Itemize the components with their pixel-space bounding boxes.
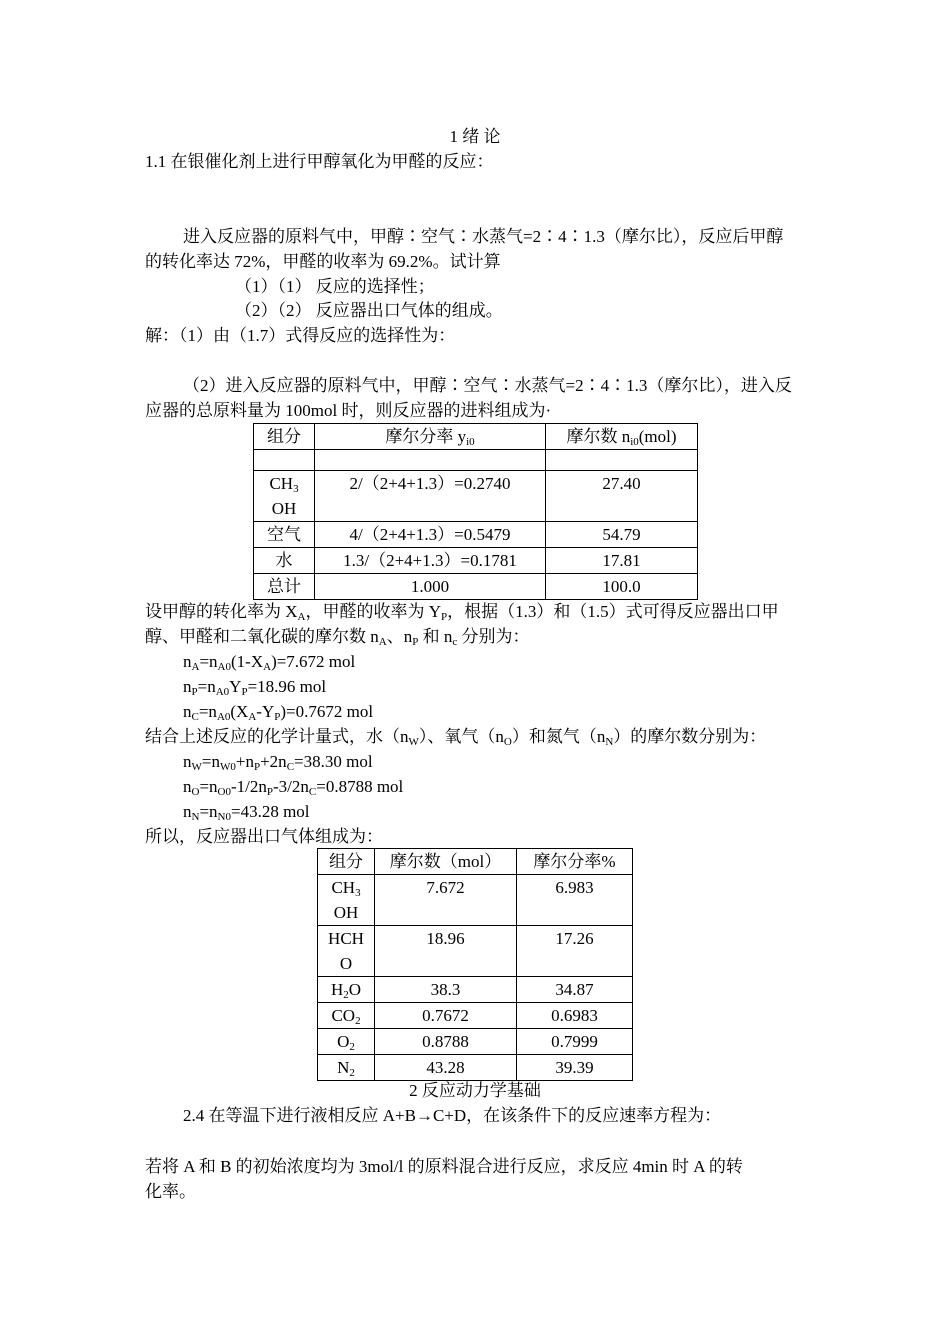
equation-nW: $n_W=n_{W0}+n_P+2n_C=38.30$ mol: [183, 752, 373, 773]
cell-moles: 18.96: [375, 926, 517, 977]
cell-component: 空气: [254, 522, 315, 548]
outlet-intro: 所以，反应器出口气体组成为：: [145, 827, 383, 846]
table-row: [318, 875, 633, 926]
table-row: [318, 1055, 633, 1081]
cell-component: $CH_3$ OH: [254, 471, 315, 522]
cell-moles: 27.40: [546, 471, 698, 522]
problem-1-1-text-line-2: 的转化率达 72%，甲醛的收率为 69.2%。试计算: [145, 252, 501, 271]
cell-mole-percent: 6.983: [517, 875, 633, 926]
conversion-text-line-1: 设甲醇的转化率为 $X_A$，甲醛的收率为 $Y_P$，根据（1.3）和（1.5）式可得反应器出口甲: [145, 602, 779, 623]
question-1: （1）（1） 反应的选择性；: [235, 277, 435, 296]
cell-component: $CO_2$: [318, 1003, 375, 1029]
cell-moles: 54.79: [546, 522, 698, 548]
outlet-composition-table: [317, 848, 633, 1081]
cell-moles: 7.672: [375, 875, 517, 926]
equation-nC: $n_C=n_{A0}(X_A-Y_P)=0.7672$ mol: [183, 702, 374, 723]
table-row: [254, 548, 698, 574]
problem-2-4-question-line-1: 若将 A 和 B 的初始浓度均为 3mol/l 的原料混合进行反应，求反应 4min 时 A 的转: [145, 1157, 743, 1176]
cell-component: $O_2$: [318, 1029, 375, 1055]
table-row: [318, 1029, 633, 1055]
header-mole-fraction: 摩尔分率 $y_{i0}$: [315, 424, 546, 450]
table-row: [254, 471, 698, 522]
equation-nP: $n_P=n_{A0}Y_P=18.96$ mol: [183, 677, 327, 698]
cell-component: $H_2O$: [318, 977, 375, 1003]
chapter2-title: 2 反应动力学基础: [409, 1081, 541, 1100]
header-mole-percent: 摩尔分率%: [517, 849, 633, 875]
table-row: [254, 522, 698, 548]
problem-1-1-text-line-1: 进入反应器的原料气中，甲醇∶空气∶水蒸气=2∶4∶1.3（摩尔比），反应后甲醇: [183, 227, 784, 246]
header-moles: 摩尔数（mol）: [375, 849, 517, 875]
cell-moles: 43.28: [375, 1055, 517, 1081]
cell-mole-percent: 34.87: [517, 977, 633, 1003]
cell-fraction: 2/（2+4+1.3）=0.2740: [315, 471, 546, 522]
header-moles: 摩尔数 $n_{i0}(mol)$: [546, 424, 698, 450]
cell-component: $N_2$: [318, 1055, 375, 1081]
table-row: [318, 1003, 633, 1029]
problem-2-4-text: 2.4 在等温下进行液相反应 A+B→C+D，在该条件下的反应速率方程为：: [183, 1106, 722, 1125]
cell-component: 水: [254, 548, 315, 574]
header-component: 组分: [254, 424, 315, 450]
problem-1-1-heading: 1.1 在银催化剂上进行甲醇氧化为甲醛的反应：: [145, 152, 494, 171]
equation-nA: $n_A=n_{A0}(1-X_A)=7.672$ mol: [183, 652, 356, 673]
cell-component: HCH O: [318, 926, 375, 977]
feed-composition-table: [253, 423, 698, 600]
cell-moles: 17.81: [546, 548, 698, 574]
conversion-text-line-2: 醇、甲醛和二氧化碳的摩尔数 $n_A$、$n_P$ 和 $n_c$ 分别为：: [145, 627, 530, 648]
cell-fraction: 1.3/（2+4+1.3）=0.1781: [315, 548, 546, 574]
problem-2-4-question-line-2: 化率。: [145, 1182, 196, 1201]
cell-moles: 38.3: [375, 977, 517, 1003]
cell-mole-percent: 39.39: [517, 1055, 633, 1081]
solution-part-2-line-2: 应器的总原料量为 100mol 时，则反应器的进料组成为·: [145, 401, 552, 420]
stoichiometry-text: 结合上述反应的化学计量式，水$(n_W)$、氧气$(n_O)$和氮气$(n_N)$的摩尔数分别为：: [145, 727, 767, 748]
chapter1-title: 1 绪 论: [449, 127, 501, 146]
cell-mole-percent: 17.26: [517, 926, 633, 977]
cell-moles: 100.0: [546, 574, 698, 600]
header-component: 组分: [318, 849, 375, 875]
cell-component: $CH_3$ OH: [318, 875, 375, 926]
solution-part-2-line-1: （2）进入反应器的原料气中，甲醇∶空气∶水蒸气=2∶4∶1.3（摩尔比），进入反: [183, 376, 792, 395]
table-row: [318, 977, 633, 1003]
table-header-row: [318, 849, 633, 875]
table-row: [318, 926, 633, 977]
cell-moles: 0.7672: [375, 1003, 517, 1029]
cell-fraction: 1.000: [315, 574, 546, 600]
cell-fraction: 4/（2+4+1.3）=0.5479: [315, 522, 546, 548]
equation-nN: $n_N=n_{N0}=43.28$ mol: [183, 802, 310, 823]
equation-nO: $n_O=n_{O0}-1/2n_P-3/2n_C=0.8788$ mol: [183, 777, 404, 798]
cell-mole-percent: 0.7999: [517, 1029, 633, 1055]
table-header-row: [254, 424, 698, 450]
table-row: [254, 574, 698, 600]
cell-component: 总计: [254, 574, 315, 600]
cell-moles: 0.8788: [375, 1029, 517, 1055]
solution-part-1: 解：（1）由（1.7）式得反应的选择性为：: [145, 326, 456, 345]
table-row: [254, 450, 698, 471]
question-2: （2）（2） 反应器出口气体的组成。: [235, 301, 503, 320]
cell-mole-percent: 0.6983: [517, 1003, 633, 1029]
